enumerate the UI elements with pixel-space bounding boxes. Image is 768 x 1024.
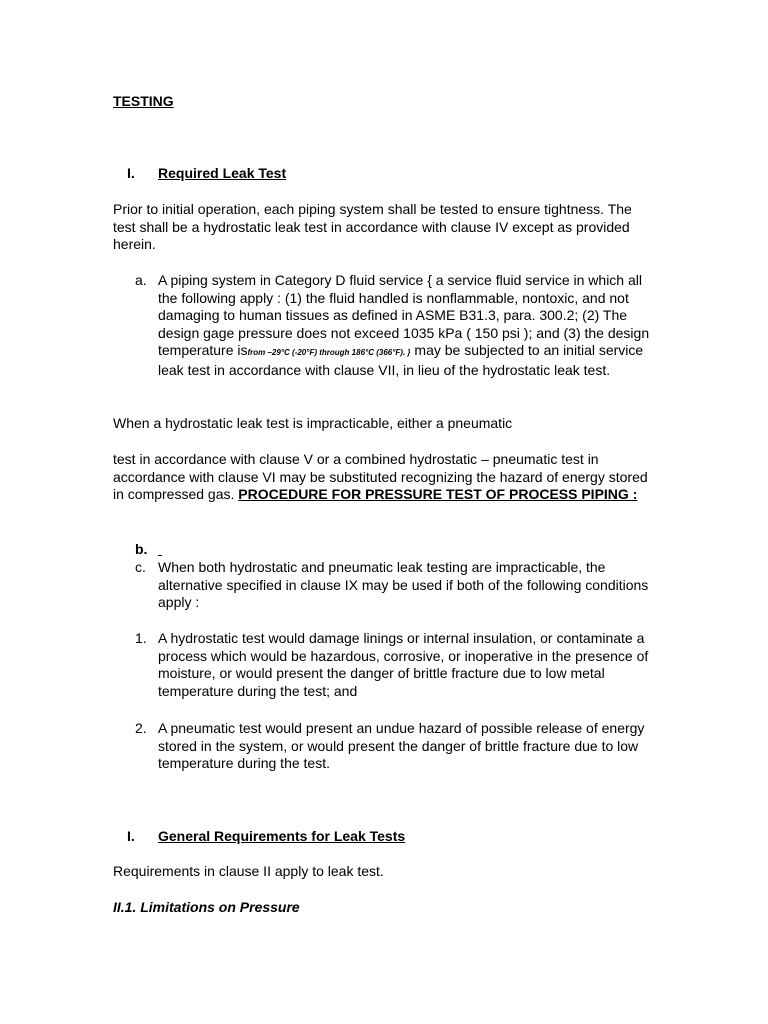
list-item-c (113, 559, 658, 615)
item-a-end-text: may be subjected to an initial service leak test in accordance with clause VII, in lieu of the hydrostatic leak test. (158, 342, 644, 378)
list-marker: c. (135, 559, 146, 575)
list-item-text (158, 272, 658, 380)
procedure-heading: PROCEDURE FOR PRESSURE TEST OF PROCESS PIPING : (238, 486, 638, 503)
list-item-a (113, 272, 658, 398)
numbered-item-2 (113, 720, 658, 776)
list-item-text: A hydrostatic test would damage linings or internal insulation, or contaminate a process which would be hazardous, corrosive, or inoperative in the presence of moisture, or would present the danger of brittle fracture due to low metal temperature during the test; and (158, 630, 649, 699)
item-a-main-text: A piping system in Category D fluid service { a service fluid service in which all the following apply : (1) the fluid handled is nonflammable, nontoxic, and not damaging to human tissues as defined in ASME B31.3, para. 300.2; (2) The design gage pressure does not exceed 1035 kPa ( 150 psi ); and (3) the design temperature is (158, 272, 650, 359)
list-item-text: When both hydrostatic and pneumatic leak testing are impracticable, the alternative specified in clause IX may be used if both of the following conditions apply : (158, 559, 649, 611)
list-item-b (113, 541, 658, 559)
section-heading-general-requirements (113, 828, 658, 846)
section-heading-required-leak-test (113, 165, 658, 183)
intro-paragraph: Prior to initial operation, each piping system shall be tested to ensure tightness. The test shall be a hydrostatic leak test in accordance with clause IV except as provided herein. (113, 201, 632, 253)
subheading-limitations-on-pressure: II.1. Limitations on Pressure (113, 899, 300, 915)
pneumatic-paragraph-text: test in accordance with clause V or a combined hydrostatic – pneumatic test in accordance with clause VI may be substituted recognizing the hazard of energy stored in compressed gas. (113, 451, 648, 503)
list-item-text: A pneumatic test would present an undue hazard of possible release of energy stored in the system, or would present the danger of brittle fracture due to low temperature during the test. (158, 720, 645, 772)
item-a-temperature-range: from –29°C (-20°F) through 186°C (366°F). } (247, 348, 411, 358)
pneumatic-paragraph-start: When a hydrostatic leak test is impracticable, either a pneumatic (113, 415, 513, 431)
numbered-item-1 (113, 630, 658, 705)
item-b-blank (158, 541, 162, 559)
requirements-paragraph: Requirements in clause II apply to leak test. (113, 863, 384, 879)
section-number: I. (127, 828, 135, 844)
list-marker: 1. (135, 630, 147, 646)
section-title: General Requirements for Leak Tests (158, 828, 406, 844)
document-title: TESTING (113, 93, 174, 109)
section-title: Required Leak Test (158, 165, 287, 181)
pneumatic-paragraph-continuation (113, 451, 658, 504)
list-marker: a. (135, 272, 147, 288)
list-marker: b. (135, 541, 148, 557)
list-marker: 2. (135, 720, 147, 736)
section-number: I. (127, 165, 135, 181)
